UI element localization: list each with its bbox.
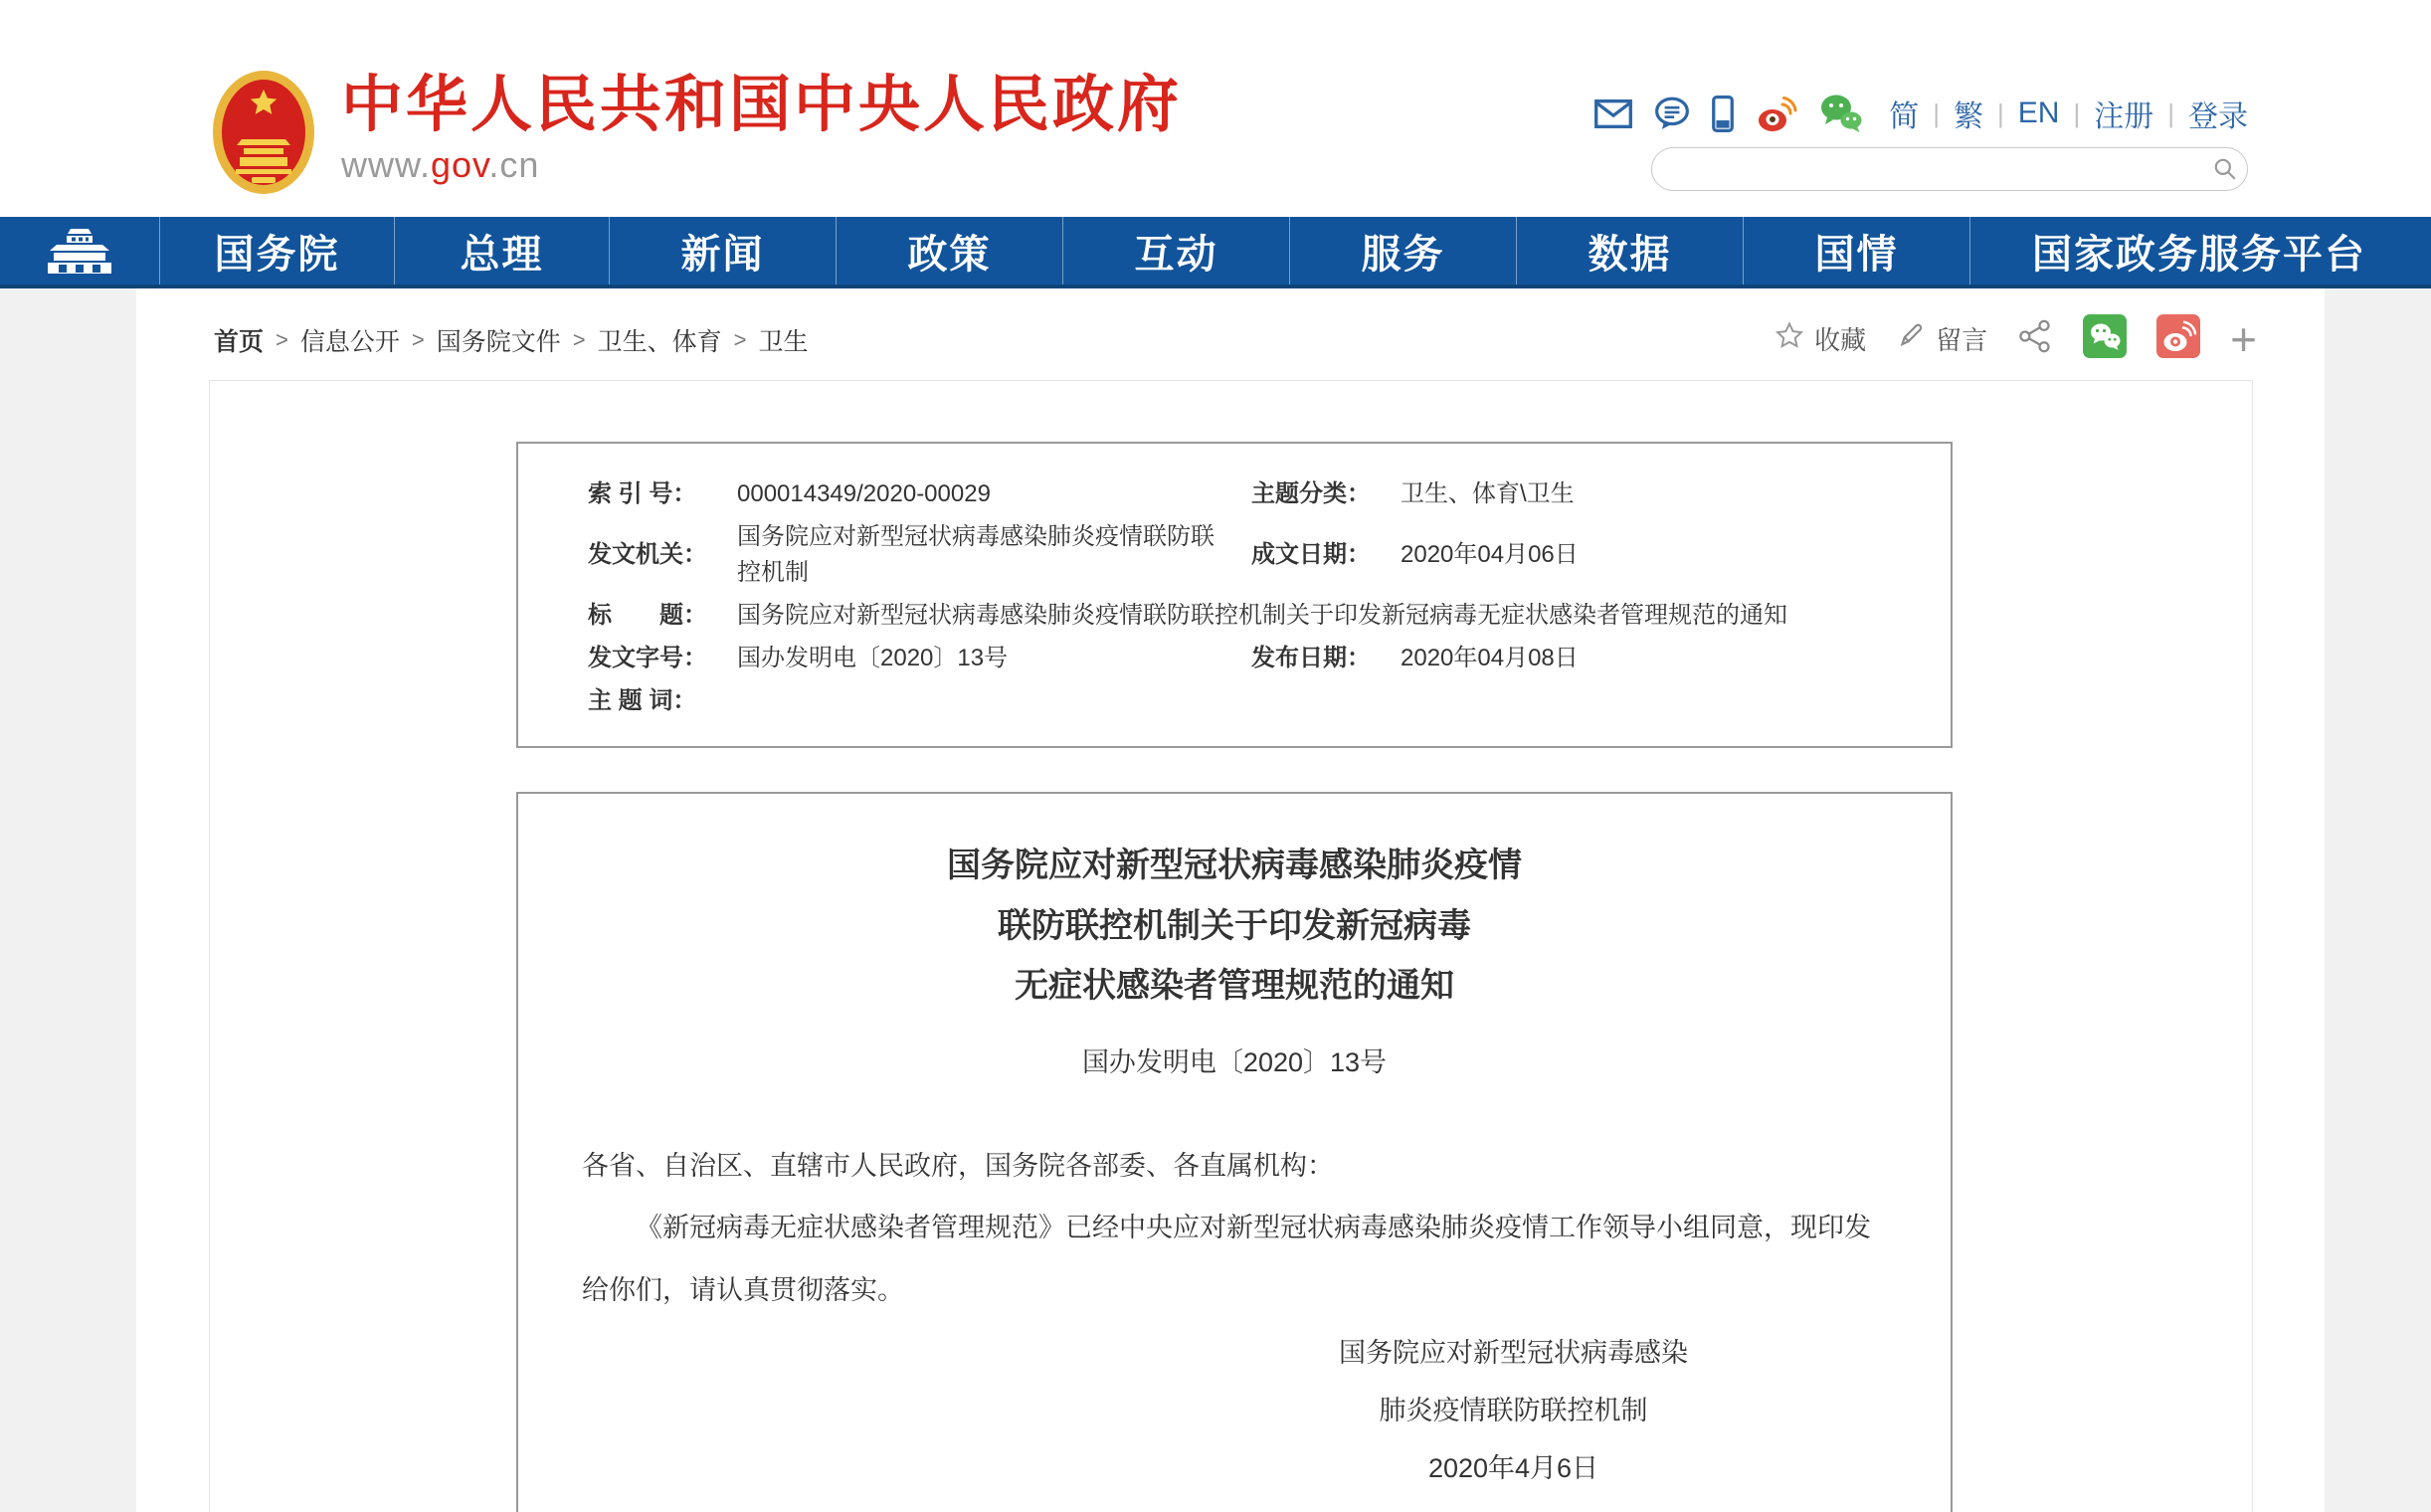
breadcrumb-row — [136, 288, 2325, 380]
meta-row-docno — [518, 641, 1951, 676]
site-logo[interactable] — [212, 70, 1182, 200]
meta-date-written-label: 成文日期： — [1251, 541, 1371, 568]
nav-item-gov-service-platform[interactable]: 国家政务服务平台 — [1969, 217, 2428, 284]
nav-home-tiananmen-icon[interactable] — [0, 217, 159, 284]
meta-row-agency — [518, 519, 1951, 591]
header-utility-bar — [1594, 92, 2248, 135]
link-divider: | — [2167, 97, 2174, 128]
message-icon[interactable] — [1654, 96, 1690, 130]
weibo-share-icon[interactable] — [2156, 314, 2200, 363]
meta-keywords-label: 主 题 词： — [588, 687, 697, 714]
document-paragraph: 《新冠病毒无症状感染者管理规范》已经中央应对新型冠状病毒感染肺炎疫情工作领导小组同意，现印发给你们，请认真贯彻落实。 — [582, 1213, 1871, 1306]
breadcrumb-info-disclosure[interactable]: 信息公开 — [299, 328, 400, 356]
meta-index-value: 000014349/2020-00029 — [737, 480, 991, 507]
nav-item-state-council[interactable]: 国务院 — [159, 217, 394, 284]
meta-agency-value: 国务院应对新型冠状病毒感染肺炎疫情联防联控机制 — [737, 523, 1215, 586]
login-link[interactable]: 登录 — [2188, 100, 2248, 133]
breadcrumb-health-sports[interactable]: 卫生、体育 — [597, 328, 722, 356]
document-title-line2: 联防联控机制关于印发新冠病毒 — [998, 906, 1471, 945]
favorite-button[interactable] — [1775, 320, 1866, 357]
site-header — [0, 0, 2431, 217]
brand-text — [341, 70, 1182, 186]
content-area — [136, 288, 2325, 1512]
signature-date: 2020年4月6日 — [1427, 1453, 1599, 1484]
article-actions — [1775, 314, 2257, 363]
site-url: www.gov.cn — [341, 144, 540, 186]
meta-date-pub-label: 发布日期： — [1251, 645, 1371, 671]
link-divider: | — [2073, 97, 2081, 128]
breadcrumb-separator: > — [411, 327, 425, 352]
more-actions-button[interactable]: + — [2230, 312, 2257, 365]
site-title: 中华人民共和国中央人民政府 — [341, 71, 1183, 139]
meta-theme-label: 主题分类： — [1251, 480, 1371, 507]
document-title — [518, 836, 1951, 1017]
breadcrumb-health-current: 卫生 — [758, 328, 809, 356]
meta-title-value: 国务院应对新型冠状病毒感染肺炎疫情联防联控机制关于印发新冠病毒无症状感染者管理规范的通知 — [737, 602, 1787, 629]
breadcrumb-home[interactable]: 首页 — [214, 328, 265, 356]
comment-button[interactable] — [1896, 320, 1987, 357]
meta-row-keywords — [518, 683, 1951, 719]
share-icon[interactable] — [2017, 318, 2053, 359]
nav-item-services[interactable]: 服务 — [1289, 217, 1516, 284]
main-nav — [0, 217, 2431, 288]
meta-index-label: 索 引 号： — [588, 480, 697, 507]
header-social-icons — [1594, 94, 1863, 133]
favorite-label: 收藏 — [1814, 325, 1867, 355]
article-panel — [209, 380, 2253, 1512]
breadcrumb-separator: > — [572, 327, 586, 352]
search-bar — [1651, 147, 2248, 191]
nav-item-national-conditions[interactable]: 国情 — [1743, 217, 1969, 284]
breadcrumb-separator: > — [276, 327, 288, 352]
document-title-line3: 无症状感染者管理规范的通知 — [1015, 967, 1454, 1006]
document-body — [518, 1135, 1951, 1498]
weibo-icon[interactable] — [1756, 94, 1797, 133]
meta-date-written-value: 2020年04月06日 — [1401, 541, 1579, 568]
meta-row-index — [518, 476, 1951, 512]
nav-item-news[interactable]: 新闻 — [609, 217, 836, 284]
mobile-icon[interactable] — [1712, 95, 1734, 132]
comment-label: 留言 — [1936, 325, 1988, 355]
nav-item-policy[interactable]: 政策 — [836, 217, 1062, 284]
breadcrumb-separator: > — [733, 327, 747, 352]
nav-item-interaction[interactable]: 互动 — [1062, 217, 1289, 284]
link-divider: | — [1933, 97, 1941, 128]
meta-theme-value: 卫生、体育\卫生 — [1401, 480, 1575, 507]
document-number: 国办发明电〔2020〕13号 — [1081, 1046, 1388, 1077]
pencil-icon — [1896, 320, 1926, 357]
star-icon — [1775, 320, 1804, 357]
document-salutation: 各省、自治区、直辖市人民政府，国务院各部委、各直属机构： — [582, 1150, 1334, 1181]
mail-icon[interactable] — [1594, 99, 1632, 128]
meta-docno-label: 发文字号： — [588, 645, 707, 671]
meta-date-pub-value: 2020年04月08日 — [1401, 645, 1579, 671]
document-signature — [1339, 1324, 1688, 1497]
document-title-line1: 国务院应对新型冠状病毒感染肺炎疫情 — [947, 847, 1522, 884]
national-emblem-icon — [212, 70, 315, 200]
document-metadata-box — [516, 442, 1953, 748]
lang-simplified-link[interactable]: 简 — [1889, 100, 1920, 133]
meta-docno-value: 国办发明电〔2020〕13号 — [737, 645, 1009, 671]
nav-item-premier[interactable]: 总理 — [394, 217, 609, 284]
signature-line2: 肺炎疫情联防联控机制 — [1379, 1396, 1648, 1426]
signature-line1: 国务院应对新型冠状病毒感染 — [1339, 1338, 1688, 1369]
header-links — [1889, 92, 2248, 135]
lang-traditional-link[interactable]: 繁 — [1954, 100, 1984, 133]
register-link[interactable]: 注册 — [2094, 100, 2154, 133]
link-divider: | — [1997, 97, 2004, 128]
breadcrumb-state-council-docs[interactable]: 国务院文件 — [436, 328, 561, 356]
meta-agency-label: 发文机关： — [588, 541, 707, 568]
nav-item-data[interactable]: 数据 — [1516, 217, 1743, 284]
search-icon[interactable] — [2203, 156, 2247, 182]
meta-title-label: 标 题： — [588, 602, 707, 629]
breadcrumb — [214, 322, 809, 358]
wechat-share-icon[interactable] — [2083, 314, 2127, 363]
document-content-box — [516, 792, 1953, 1512]
wechat-icon[interactable] — [1819, 94, 1863, 133]
meta-row-title — [518, 598, 1951, 634]
search-input[interactable] — [1674, 150, 2203, 188]
lang-english-link[interactable]: EN — [2017, 96, 2060, 129]
